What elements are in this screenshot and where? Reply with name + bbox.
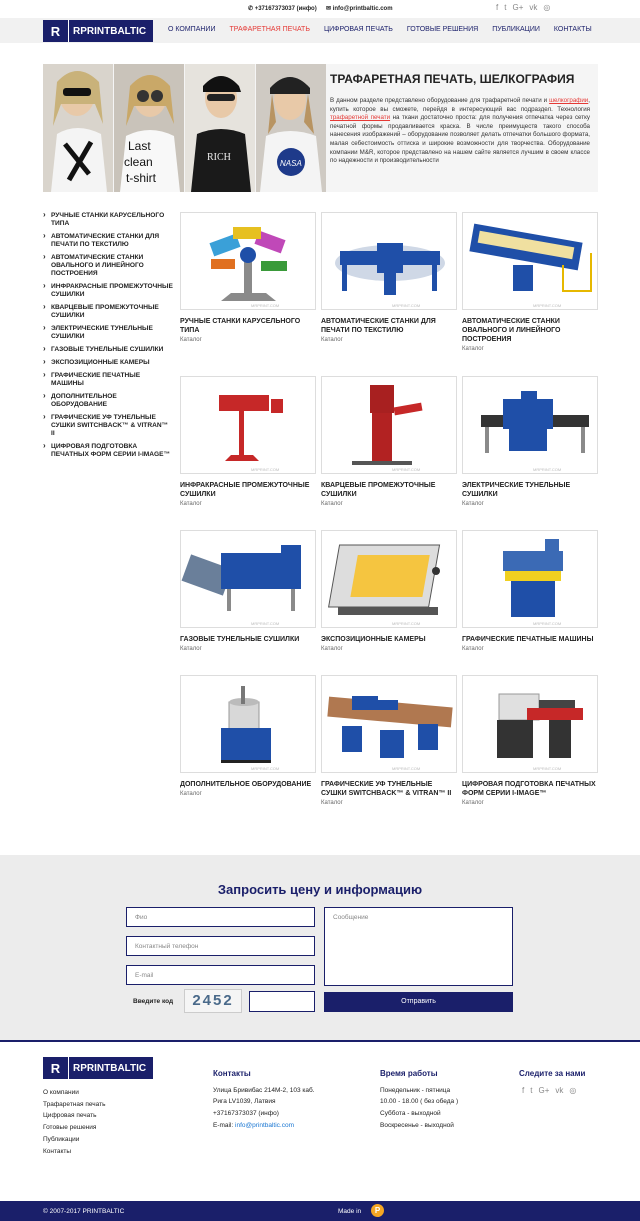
phone-icon: ✆ [248,6,255,12]
captcha-image: 2452 [184,989,242,1013]
footer-follow [519,1068,585,1085]
product-image[interactable] [462,376,598,474]
code-label: Введите код [133,998,174,1005]
sidebar-item[interactable]: › АВТОМАТИЧЕСКИЕ СТАНКИ ДЛЯ ПЕЧАТИ ПО ТЕКСТИЛЮ [43,233,173,249]
product-card[interactable] [321,376,457,507]
product-title[interactable]: ИНФРАКРАСНЫЕ ПРОМЕЖУТОЧНЫЕ СУШИЛКИ [180,482,310,498]
hours-sunday: Воскресенье - выходной [380,1121,454,1129]
send-button[interactable]: Отправить [324,992,513,1012]
product-card[interactable] [321,675,457,806]
product-category: Каталог [180,791,202,797]
product-image[interactable] [180,212,316,310]
intro-text [330,97,590,166]
googleplus-icon[interactable]: G+ [538,1086,550,1095]
product-title[interactable]: АВТОМАТИЧЕСКИЕ СТАНКИ ДЛЯ ПЕЧАТИ ПО ТЕКСТИЛЮ [321,318,436,334]
product-category: Каталог [321,800,343,806]
product-image[interactable] [180,376,316,474]
sidebar-item[interactable]: › ГАЗОВЫЕ ТУНЕЛЬНЫЕ СУШИЛКИ [43,346,173,354]
facebook-icon[interactable]: f [522,1086,525,1095]
svg-text:MRPRINT.COM: MRPRINT.COM [533,766,562,771]
email-field[interactable]: E-mail [126,965,315,985]
product-category: Каталог [462,646,484,652]
product-card[interactable] [180,376,316,507]
social-links-top [496,3,550,12]
email-text[interactable] [326,5,393,12]
product-title[interactable]: КВАРЦЕВЫЕ ПРОМЕЖУТОЧНЫЕ СУШИЛКИ [321,482,436,498]
product-category: Каталог [321,337,343,343]
product-card[interactable] [180,530,316,652]
made-in-logo[interactable]: P [371,1204,384,1217]
product-card[interactable] [462,212,598,352]
svg-text:MRPRINT.COM: MRPRINT.COM [392,766,421,771]
product-category: Каталог [180,646,202,652]
sidebar-item[interactable]: › ИНФРАКРАСНЫЕ ПРОМЕЖУТОЧНЫЕ СУШИЛКИ [43,283,173,299]
product-card[interactable] [180,212,316,343]
hours-weekdays: Понедельник - пятница [380,1086,451,1094]
svg-text:MRPRINT.COM: MRPRINT.COM [533,467,562,472]
svg-text:MRPRINT.COM: MRPRINT.COM [251,766,280,771]
sidebar-item[interactable]: › ГРАФИЧЕСКИЕ УФ ТУНЕЛЬНЫЕ СУШКИ SWITCHBACK™ & VITRAN™ II [43,414,173,438]
model-photo-1 [43,64,113,192]
product-card[interactable] [462,530,598,652]
message-field[interactable]: Сообщение [324,907,513,986]
nav-item[interactable]: ЦИФРОВАЯ ПЕЧАТЬ [323,26,393,33]
vk-icon[interactable]: vk [555,1086,564,1095]
product-card[interactable] [321,530,457,652]
nav-item[interactable]: ГОТОВЫЕ РЕШЕНИЯ [406,26,479,33]
shirt-text-2: clean [124,155,153,169]
svg-text:MRPRINT.COM: MRPRINT.COM [251,467,280,472]
sidebar-item[interactable]: › ЦИФРОВАЯ ПОДГОТОВКА ПЕЧАТНЫХ ФОРМ СЕРИИ I-IMAGE™ [43,443,173,459]
screen-printing-link[interactable]: трафаретной печати [330,114,391,122]
shirt-text-1: Last [128,139,151,153]
footer-links [43,1087,105,1157]
request-form [0,855,640,1040]
product-image[interactable] [180,530,316,628]
model-photo-4 [256,64,326,192]
sidebar-item[interactable]: › РУЧНЫЕ СТАНКИ КАРУСЕЛЬНОГО ТИПА [43,212,173,228]
product-card[interactable] [321,212,457,343]
phone-text[interactable] [248,5,317,12]
svg-text:MRPRINT.COM: MRPRINT.COM [392,467,421,472]
product-image[interactable] [321,530,457,628]
product-image[interactable] [321,376,457,474]
site-logo[interactable] [43,20,153,42]
product-title[interactable]: ГРАФИЧЕСКИЕ ПЕЧАТНЫЕ МАШИНЫ [462,636,594,643]
form-title: Запросить цену и информацию [217,882,423,897]
bottom-bar [0,1201,640,1221]
product-image[interactable] [180,675,316,773]
product-title[interactable]: ЦИФРОВАЯ ПОДГОТОВКА ПЕЧАТНЫХ ФОРМ СЕРИИ I-IMAGE™ [462,781,596,797]
top-bar [0,0,640,18]
product-image[interactable] [462,212,598,310]
captcha-field[interactable] [249,991,315,1012]
svg-text:MRPRINT.COM: MRPRINT.COM [533,303,562,308]
phone-number: +37167373037 (инфо) [254,6,317,12]
email-address: info@printbaltic.com [332,6,393,12]
footer-hours [380,1068,458,1132]
product-category: Каталог [462,346,484,352]
footer-link[interactable]: Публикации [43,1135,80,1143]
instagram-icon[interactable]: ◎ [543,3,551,12]
copyright: © 2007-2017 PRINTBALTIC [43,1208,125,1215]
product-category: Каталог [462,800,484,806]
footer-contacts [213,1068,315,1132]
product-category: Каталог [180,501,202,507]
nav-item[interactable]: ПУБЛИКАЦИИ [492,26,540,33]
instagram-icon[interactable]: ◎ [569,1086,577,1095]
footer-logo-text: RPRINTBALTIC [73,1062,147,1074]
twitter-icon[interactable]: t [504,3,507,12]
contacts-title: Контакты [213,1069,251,1078]
follow-title: Следите за нами [519,1069,586,1078]
mail-icon: ✉ [326,6,333,12]
sidebar-item[interactable]: › ЭКСПОЗИЦИОННЫЕ КАМЕРЫ [43,359,173,367]
intro-part-1: В данном разделе представлено оборудование для трафаретной печати и [330,97,550,104]
sidebar-item[interactable]: › ГРАФИЧЕСКИЕ ПЕЧАТНЫЕ МАШИНЫ [43,372,173,388]
footer-link[interactable]: Готовые решения [43,1124,97,1132]
facebook-icon[interactable]: f [496,3,499,12]
hours-title: Время работы [380,1069,438,1078]
product-category: Каталог [321,646,343,652]
product-card[interactable] [180,675,316,797]
svg-text:MRPRINT.COM: MRPRINT.COM [251,621,280,626]
svg-text:MRPRINT.COM: MRPRINT.COM [251,303,280,308]
nav-item[interactable]: О КОМПАНИИ [168,26,216,33]
intro-part-2: , купить которое вы сможете, перейдя в интересующий вас подраздел. Технология [330,97,590,113]
name-field[interactable]: Фио [126,907,315,927]
product-title[interactable]: ЭКСПОЗИЦИОННЫЕ КАМЕРЫ [321,636,426,643]
footer-link[interactable]: Цифровая печать [43,1112,97,1120]
product-category: Каталог [321,501,343,507]
sidebar-item[interactable]: › ЭЛЕКТРИЧЕСКИЕ ТУНЕЛЬНЫЕ СУШИЛКИ [43,325,173,341]
product-category: Каталог [462,501,484,507]
footer-link[interactable]: Трафаретная печать [43,1100,106,1108]
product-title[interactable]: ЭЛЕКТРИЧЕСКИЕ ТУНЕЛЬНЫЕ СУШИЛКИ [462,482,571,498]
page-title: ТРАФАРЕТНАЯ ПЕЧАТЬ, ШЕЛКОГРАФИЯ [330,72,575,86]
twitter-icon[interactable]: t [530,1086,533,1095]
product-image[interactable] [462,675,598,773]
sidebar-item[interactable]: › КВАРЦЕВЫЕ ПРОМЕЖУТОЧНЫЕ СУШИЛКИ [43,304,173,320]
phone-field[interactable]: Контактный телефон [126,936,315,956]
product-title[interactable]: АВТОМАТИЧЕСКИЕ СТАНКИ ОВАЛЬНОГО И ЛИНЕЙНОГО ПОСТРОЕНИЯ [462,318,561,343]
nav-item[interactable]: ТРАФАРЕТНАЯ ПЕЧАТЬ [229,26,310,33]
googleplus-icon[interactable]: G+ [512,3,524,12]
made-in-label: Made in [338,1208,362,1215]
model-photo-3 [185,64,255,192]
product-image[interactable] [321,675,457,773]
product-title[interactable]: РУЧНЫЕ СТАНКИ КАРУСЕЛЬНОГО ТИПА [180,318,301,334]
shirt-text-3: t-shirt [126,171,156,185]
product-image[interactable] [462,530,598,628]
footer-divider [0,1040,640,1042]
model-photo-2 [114,64,184,192]
footer-email-link[interactable]: info@printbaltic.com [235,1121,295,1129]
sidebar-item[interactable]: › АВТОМАТИЧЕСКИЕ СТАНКИ ОВАЛЬНОГО И ЛИНЕЙНОГО ПОСТРОЕНИЯ [43,254,173,278]
hours-time: 10.00 - 18.00 ( без обеда ) [380,1098,459,1106]
product-title[interactable]: ГРАФИЧЕСКИЕ УФ ТУНЕЛЬНЫЕ СУШКИ SWITCHBACK™ & VITRAN™ II [321,781,452,797]
address-line-2: Рига LV1039, Латвия [213,1098,276,1106]
hours-saturday: Суббота - выходной [380,1110,441,1118]
main-nav [168,26,592,33]
footer-email-row [213,1120,315,1132]
svg-text:MRPRINT.COM: MRPRINT.COM [392,303,421,308]
email-label: E-mail: [213,1121,236,1129]
footer-logo[interactable] [43,1057,153,1079]
vk-icon[interactable]: vk [529,3,538,12]
product-title[interactable]: ДОПОЛНИТЕЛЬНОЕ ОБОРУДОВАНИЕ [180,781,312,788]
category-sidebar [43,212,173,464]
footer-logo-mark: R [43,1057,69,1079]
footer-link[interactable]: О компании [43,1089,79,1096]
footer-link[interactable]: Контакты [43,1147,72,1155]
footer-phone[interactable]: +37167373037 (инфо) [213,1110,279,1118]
hero-banner [43,64,598,192]
address-line-1: Улица Бривибас 214М-2, 103 каб. [213,1086,315,1094]
svg-text:MRPRINT.COM: MRPRINT.COM [533,621,562,626]
product-card[interactable] [462,376,598,507]
social-links-footer [522,1086,576,1095]
svg-text:MRPRINT.COM: MRPRINT.COM [392,621,421,626]
shirt-text-4: RICH [207,152,231,163]
nav-item[interactable]: КОНТАКТЫ [553,26,592,33]
sidebar-item[interactable]: › ДОПОЛНИТЕЛЬНОЕ ОБОРУДОВАНИЕ [43,393,173,409]
product-category: Каталог [180,337,202,343]
product-title[interactable]: ГАЗОВЫЕ ТУНЕЛЬНЫЕ СУШИЛКИ [180,636,300,643]
logo-mark: R [43,20,69,42]
product-image[interactable] [321,212,457,310]
product-card[interactable] [462,675,598,806]
shirt-text-5: NASA [280,159,302,168]
silk-screen-link[interactable]: шелкографии [549,97,589,104]
logo-text: RPRINTBALTIC [73,25,147,37]
intro-part-3: на ткани достаточно проста: для получения отпечатка через сетку печатной формы продавливается краска. В числе преимуществ такого способа нанесения изображений – оборудование позволяет делать отпечатки большого формата, малая себестоимость оттиска и широкие возможности для творчества. Оборудование компании M&R, которое представлено на нашем сайте является лучшим в своем классе по надежности и производительности [330,114,590,165]
